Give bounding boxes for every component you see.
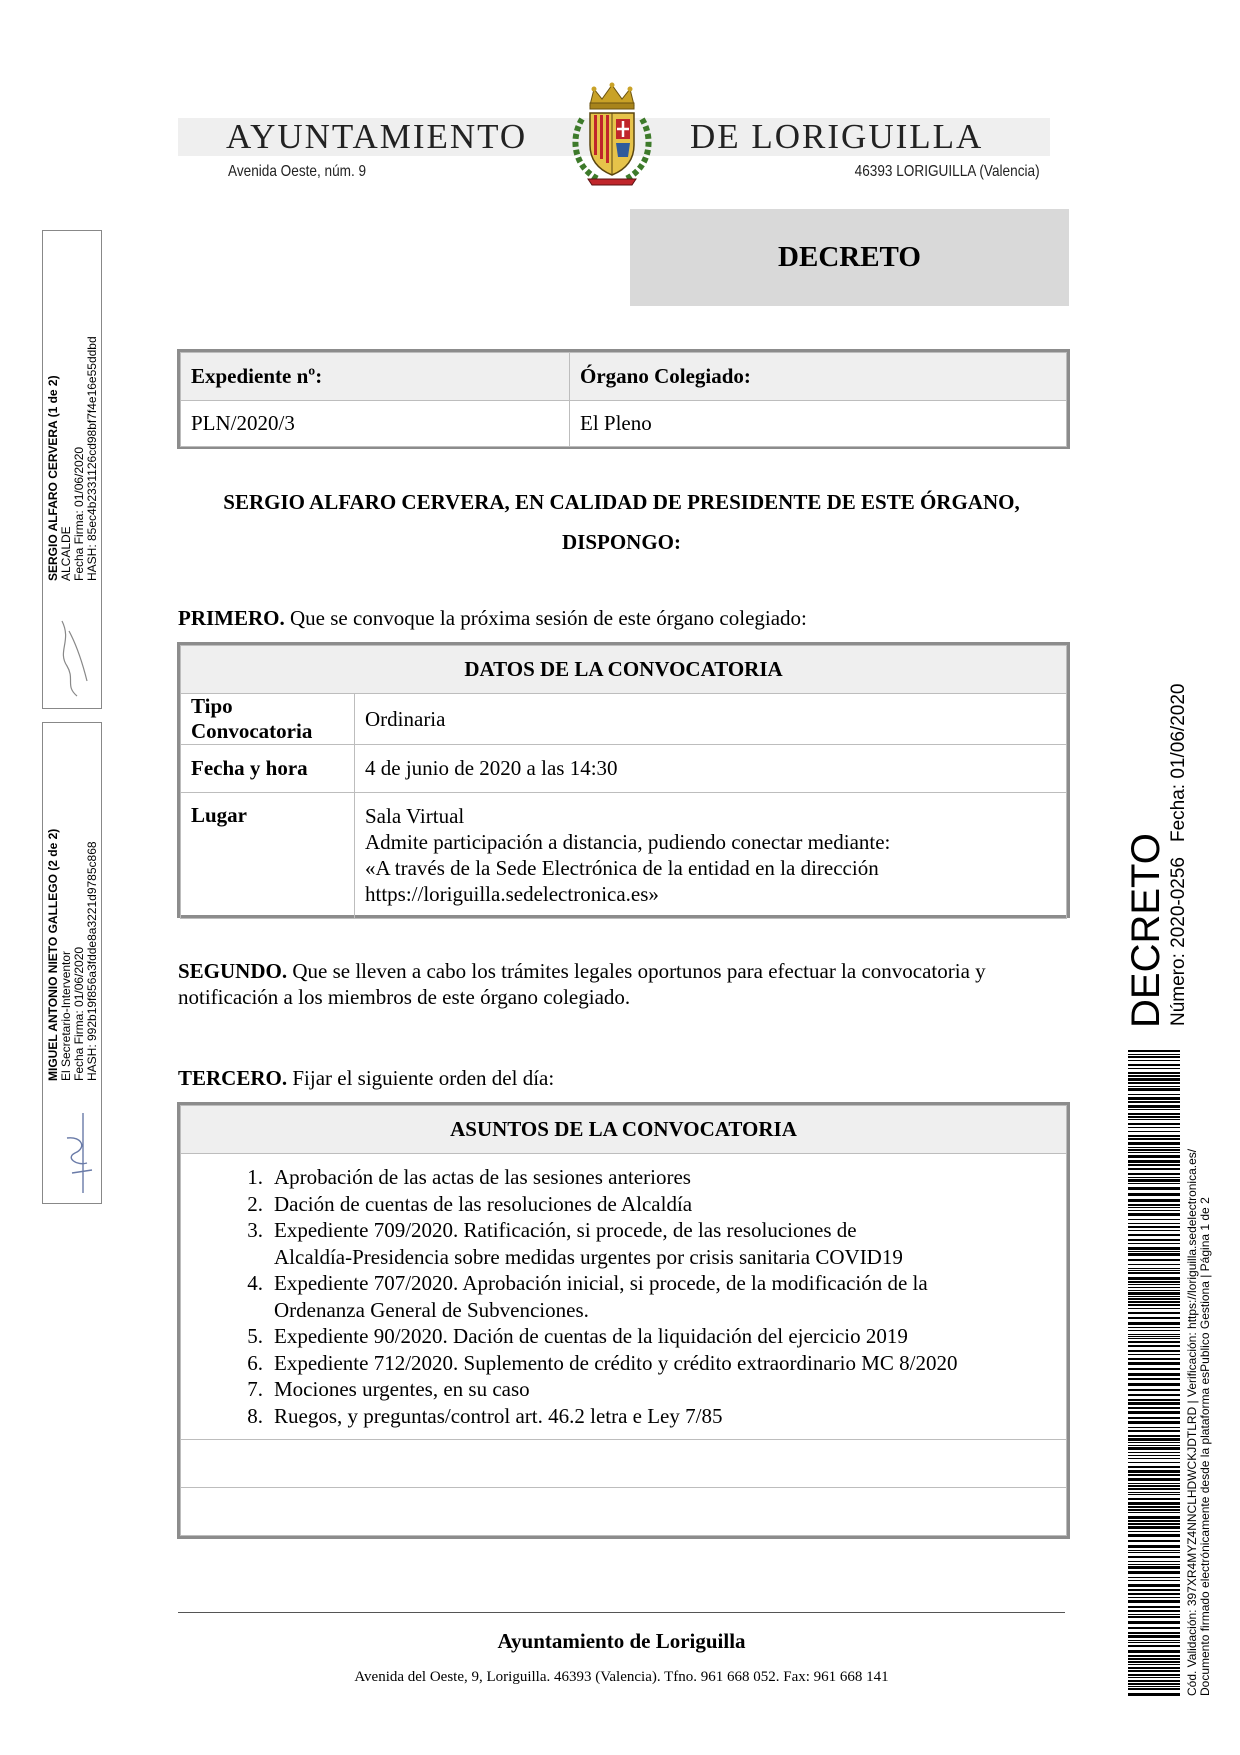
lugar-line: https://loriguilla.sedelectronica.es» bbox=[365, 882, 659, 906]
signature-box-2 bbox=[42, 722, 102, 1204]
primero-text: Que se convoque la próxima sesión de este órgano colegiado: bbox=[284, 606, 807, 630]
list-item-text bbox=[274, 1270, 928, 1323]
asuntos-list bbox=[191, 1164, 1056, 1429]
list-item-line: Expediente 709/2020. Ratificación, si procede, de las resoluciones de bbox=[274, 1218, 857, 1242]
stamp-fecha: Fecha: 01/06/2020 bbox=[1168, 683, 1189, 842]
list-item-text bbox=[274, 1350, 958, 1377]
asuntos-table bbox=[180, 1105, 1067, 1536]
convocatoria-row-label: Lugar bbox=[181, 793, 355, 919]
stamp-decreto: DECRETO bbox=[1124, 833, 1168, 1028]
tercero-label: TERCERO. bbox=[178, 1066, 288, 1090]
lugar-line: Admite participación a distancia, pudiendo conectar mediante: bbox=[365, 830, 891, 854]
signature-box-1 bbox=[42, 230, 102, 709]
list-item bbox=[191, 1217, 1056, 1270]
signer-hash: HASH: 992b19f856a3fdde8a3221d9785c868 bbox=[85, 841, 99, 1081]
signer-date: Fecha Firma: 01/06/2020 bbox=[72, 446, 86, 581]
list-item-line: Ruegos, y preguntas/control art. 46.2 letra e Ley 7/85 bbox=[274, 1403, 723, 1428]
convocatoria-title: DATOS DE LA CONVOCATORIA bbox=[181, 646, 1067, 694]
list-item-line: Ordenanza General de Subvenciones. bbox=[274, 1297, 589, 1322]
expediente-value: PLN/2020/3 bbox=[181, 401, 570, 447]
convocatoria-row-value: 4 de junio de 2020 a las 14:30 bbox=[355, 745, 1067, 793]
expediente-header: Expediente nº: bbox=[181, 353, 570, 401]
signature-block-1 bbox=[47, 336, 99, 581]
list-item-line: Alcaldía-Presidencia sobre medidas urgentes por crisis sanitaria COVID19 bbox=[274, 1244, 903, 1269]
stamp-verification bbox=[1186, 1149, 1212, 1696]
list-item-number: 2. bbox=[247, 1191, 263, 1216]
segundo-text-line-2: notificación a los miembros de este órgano colegiado. bbox=[178, 985, 631, 1009]
list-item-text bbox=[274, 1403, 722, 1430]
list-item-line: Dación de cuentas de las resoluciones de Alcaldía bbox=[274, 1191, 693, 1216]
letterhead-address-right: 46393 LORIGUILLA (Valencia) bbox=[855, 163, 1040, 180]
organo-value: El Pleno bbox=[570, 401, 1067, 447]
list-item-number: 3. bbox=[247, 1218, 263, 1242]
signer-name: SERGIO ALFARO CERVERA (1 de 2) bbox=[46, 375, 60, 581]
convocatoria-table bbox=[180, 645, 1067, 919]
barcode-icon bbox=[1128, 1050, 1180, 1696]
asuntos-title: ASUNTOS DE LA CONVOCATORIA bbox=[181, 1106, 1067, 1154]
letterhead-name-right: DE LORIGUILLA bbox=[690, 117, 984, 156]
signature-block-2 bbox=[47, 829, 99, 1081]
footer-title: Ayuntamiento de Loriguilla bbox=[497, 1629, 746, 1653]
document-title: DECRETO bbox=[630, 209, 1069, 306]
verification-line: Documento firmado electrónicamente desde la plataforma esPublico Gestiona | Página 1 de 2 bbox=[1198, 1197, 1212, 1696]
list-item-line: Expediente 712/2020. Suplemento de crédito y crédito extraordinario MC 8/2020 bbox=[274, 1350, 958, 1375]
list-item-number: 1. bbox=[247, 1165, 263, 1189]
handwritten-signature-icon bbox=[47, 1108, 97, 1198]
intro-line-1: SERGIO ALFARO CERVERA, EN CALIDAD DE PRESIDENTE DE ESTE ÓRGANO, bbox=[223, 490, 1020, 514]
lugar-line: «A través de la Sede Electrónica de la entidad en la dirección bbox=[365, 856, 879, 880]
signer-date: Fecha Firma: 01/06/2020 bbox=[72, 946, 86, 1081]
list-item-text bbox=[274, 1191, 692, 1218]
expediente-table bbox=[180, 352, 1067, 447]
empty-row bbox=[181, 1440, 1067, 1488]
letterhead-address-left: Avenida Oeste, núm. 9 bbox=[228, 163, 367, 180]
signer-hash: HASH: 85ec4b2331126cd98bf7f4e16e55ddbd bbox=[85, 336, 99, 581]
list-item-text bbox=[274, 1164, 691, 1191]
footer-address: Avenida del Oeste, 9, Loriguilla. 46393 (Valencia). Tfno. 961 668 052. Fax: 961 668 141 bbox=[354, 1669, 889, 1685]
list-item bbox=[191, 1270, 1056, 1323]
intro-line-2: DISPONGO: bbox=[561, 530, 681, 554]
list-item bbox=[191, 1191, 1056, 1218]
letterhead-name-left: AYUNTAMIENTO bbox=[226, 117, 528, 156]
list-item bbox=[191, 1403, 1056, 1430]
list-item-line: Aprobación de las actas de las sesiones anteriores bbox=[274, 1165, 691, 1189]
signer-role: El Secretario-Interventor bbox=[59, 950, 73, 1081]
list-item-text bbox=[274, 1217, 903, 1270]
stamp-numero: Número: 2020-0256 bbox=[1168, 857, 1189, 1026]
lugar-line: Sala Virtual bbox=[365, 804, 465, 828]
signer-role: ALCALDE bbox=[59, 526, 73, 581]
organo-header: Órgano Colegiado: bbox=[570, 353, 1067, 401]
list-item bbox=[191, 1323, 1056, 1350]
list-item-line: Expediente 707/2020. Aprobación inicial, si procede, de la modificación de la bbox=[274, 1271, 928, 1295]
segundo-paragraph bbox=[178, 958, 1068, 1010]
letterhead bbox=[178, 73, 1050, 191]
list-item-number: 7. bbox=[247, 1377, 263, 1401]
primero-paragraph bbox=[178, 605, 807, 631]
asuntos-list-cell bbox=[181, 1154, 1067, 1440]
empty-row bbox=[181, 1488, 1067, 1536]
handwritten-signature-icon bbox=[47, 611, 97, 701]
list-item bbox=[191, 1350, 1056, 1377]
convocatoria-row-label: Tipo Convocatoria bbox=[181, 694, 355, 745]
list-item bbox=[191, 1376, 1056, 1403]
tercero-text: Fijar el siguiente orden del día: bbox=[287, 1066, 555, 1090]
list-item-number: 6. bbox=[247, 1350, 263, 1375]
verification-line: Cód. Validación: 397XR4MYZ4NNCLHDWCKJDTLRD | Verificación: https://loriguilla.sedelectronica.es/ bbox=[1185, 1148, 1199, 1696]
list-item bbox=[191, 1164, 1056, 1191]
convocatoria-row-value bbox=[355, 793, 1067, 919]
convocatoria-row-label: Fecha y hora bbox=[181, 745, 355, 793]
convocatoria-row-value: Ordinaria bbox=[355, 694, 1067, 745]
list-item-number: 8. bbox=[247, 1403, 263, 1428]
list-item-text bbox=[274, 1376, 530, 1403]
list-item-number: 5. bbox=[247, 1324, 263, 1348]
list-item-text bbox=[274, 1323, 908, 1350]
list-item-line: Mociones urgentes, en su caso bbox=[274, 1377, 530, 1401]
list-item-line: Expediente 90/2020. Dación de cuentas de la liquidación del ejercicio 2019 bbox=[274, 1324, 908, 1348]
coat-of-arms-icon bbox=[564, 79, 660, 191]
segundo-label: SEGUNDO. bbox=[178, 959, 288, 983]
footer-divider bbox=[178, 1612, 1065, 1613]
primero-label: PRIMERO. bbox=[178, 606, 285, 630]
signer-name: MIGUEL ANTONIO NIETO GALLEGO (2 de 2) bbox=[46, 828, 60, 1081]
list-item-number: 4. bbox=[247, 1271, 263, 1295]
tercero-paragraph bbox=[178, 1065, 554, 1091]
segundo-text: Que se lleven a cabo los trámites legales oportunos para efectuar la convocatoria y bbox=[287, 959, 986, 983]
